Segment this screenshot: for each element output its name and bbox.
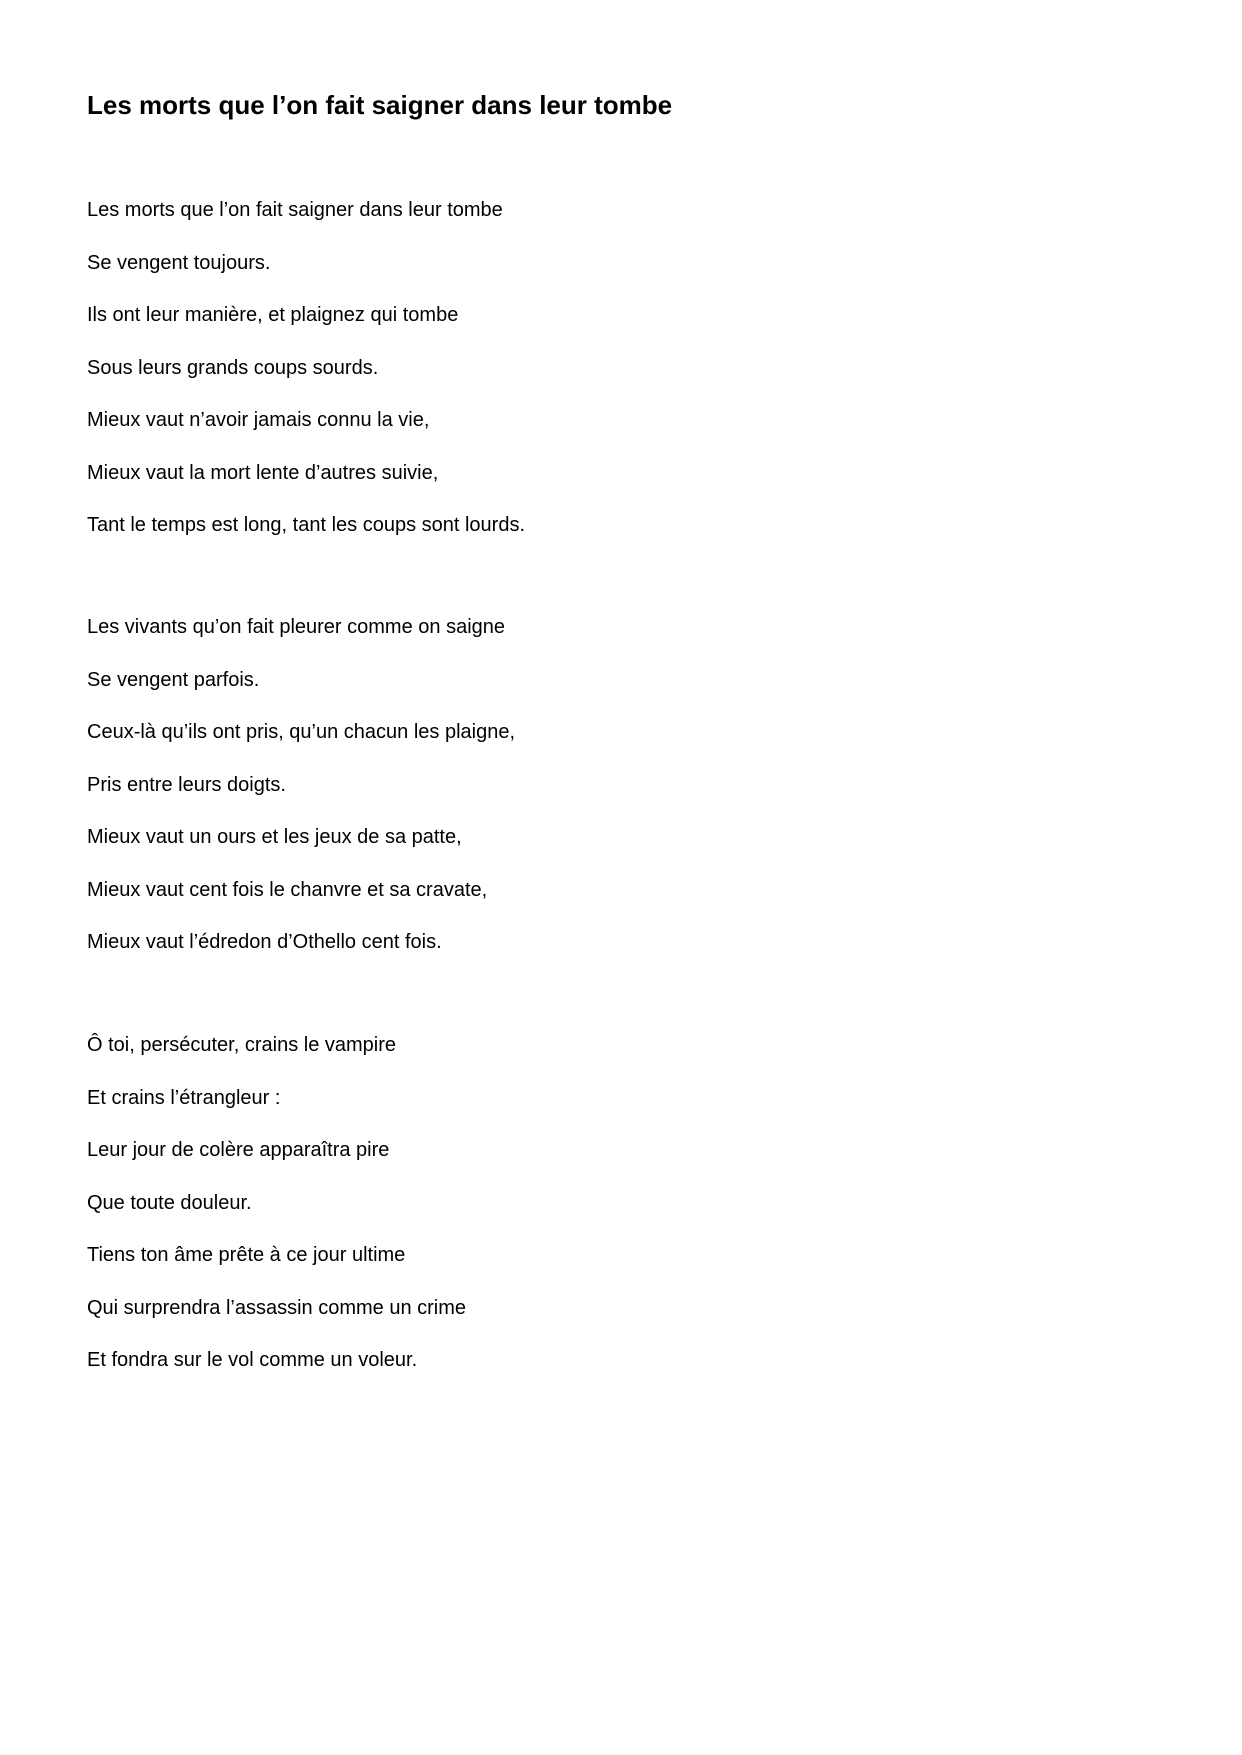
verse-line: Ô toi, persécuter, crains le vampire	[87, 1034, 397, 1056]
verse-line: Que toute douleur.	[87, 1191, 252, 1214]
stanza-2	[87, 613, 515, 981]
stanza-1	[87, 196, 525, 564]
verse-line: Et crains l’étrangleur :	[87, 1086, 281, 1109]
verse-line: Mieux vaut l’édredon d’Othello cent fois.	[87, 931, 442, 953]
verse-line: Leur jour de colère apparaîtra pire	[87, 1139, 390, 1161]
verse-line: Les vivants qu’on fait pleurer comme on saigne	[87, 616, 506, 638]
verse-line: Tant le temps est long, tant les coups sont lourds.	[87, 514, 526, 536]
verse-line: Ils ont leur manière, et plaignez qui tombe	[87, 304, 459, 326]
verse-line: Mieux vaut cent fois le chanvre et sa cravate,	[87, 878, 488, 901]
verse-line: Mieux vaut n’avoir jamais connu la vie,	[87, 409, 430, 431]
verse-line: Se vengent parfois.	[87, 668, 260, 691]
poem-title: Les morts que l’on fait saigner dans leur tombe	[87, 90, 673, 120]
verse-line: Et fondra sur le vol comme un voleur.	[87, 1349, 418, 1371]
verse-line: Qui surprendra l’assassin comme un crime	[87, 1296, 467, 1319]
verse-line: Se vengent toujours.	[87, 251, 271, 274]
verse-line: Les morts que l’on fait saigner dans leur tombe	[87, 199, 503, 221]
verse-line: Mieux vaut la mort lente d’autres suivie,	[87, 461, 439, 484]
stanza-3	[87, 1031, 466, 1399]
verse-line: Ceux-là qu’ils ont pris, qu’un chacun les plaigne,	[87, 721, 516, 743]
verse-line: Pris entre leurs doigts.	[87, 773, 286, 796]
verse-line: Tiens ton âme prête à ce jour ultime	[87, 1244, 406, 1266]
verse-line: Sous leurs grands coups sourds.	[87, 356, 379, 379]
verse-line: Mieux vaut un ours et les jeux de sa patte,	[87, 826, 462, 848]
